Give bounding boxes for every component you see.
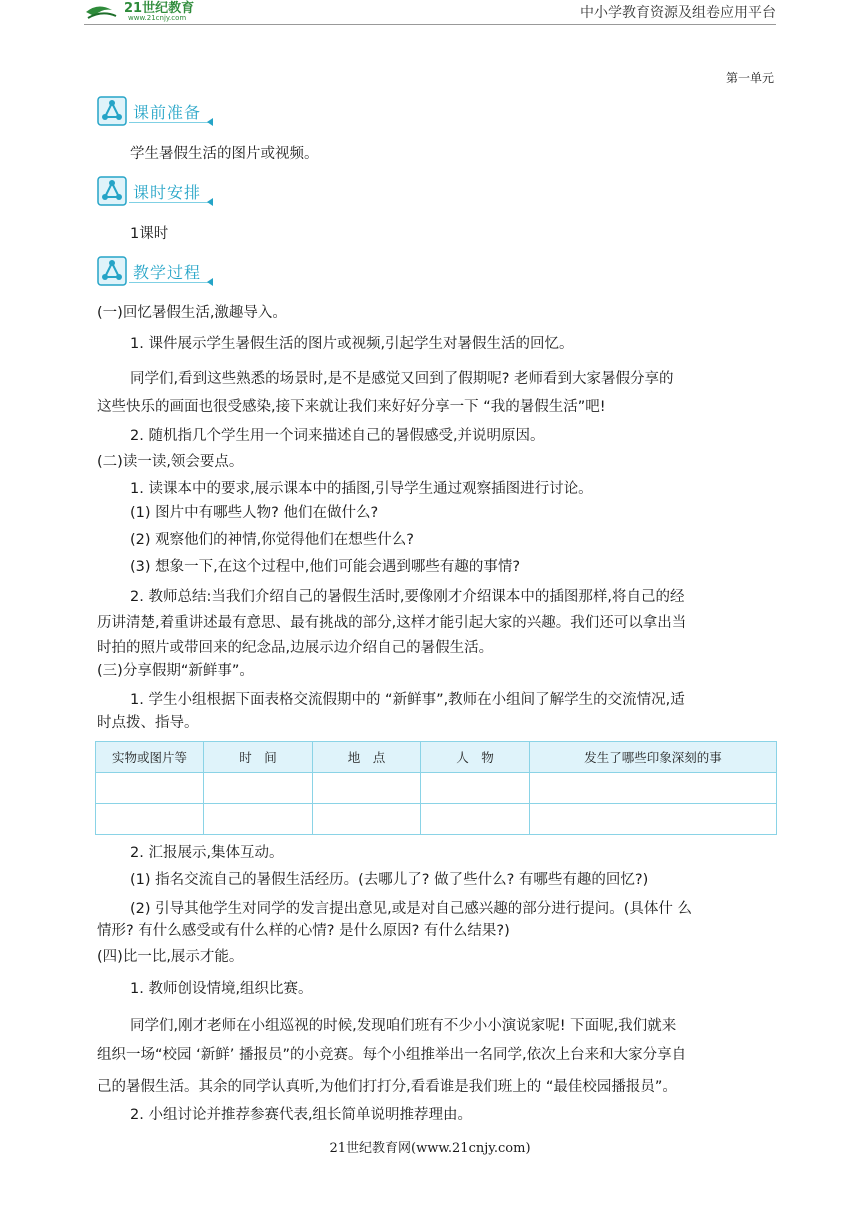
prep-text: 学生暑假生活的图片或视频。: [130, 146, 319, 162]
header-divider: [84, 24, 776, 25]
section-heading-hours: [97, 176, 227, 208]
paragraph-line: 组织一场“校园 ‘新鲜’ 播报员”的小竞赛。每个小组推举出一名同学,依次上台来和大家分享自: [97, 1047, 687, 1063]
paragraph-line: 同学们,看到这些熟悉的场景时,是不是感觉又回到了假期呢? 老师看到大家暑假分享的: [130, 371, 674, 387]
paragraph-line: 1. 学生小组根据下面表格交流假期中的 “新鲜事”,教师在小组间了解学生的交流情况,适: [130, 692, 685, 708]
paragraph-line: 1. 教师创设情境,组织比赛。: [130, 981, 313, 997]
table-header-row: [96, 742, 777, 773]
table-header-cell: 发生了哪些印象深刻的事: [530, 742, 777, 773]
table-cell: [96, 773, 204, 804]
table-header-cell: 人 物: [421, 742, 530, 773]
section-heading-process: [97, 256, 227, 288]
paragraph-line: 己的暑假生活。其余的同学认真听,为他们打打分,看看谁是我们班上的 “最佳校园播报员”。: [97, 1079, 677, 1095]
table-cell: [530, 804, 777, 835]
paragraph-line: 1. 读课本中的要求,展示课本中的插图,引导学生通过观察插图进行讨论。: [130, 481, 593, 497]
molecule-icon: [97, 256, 127, 286]
table-row: [96, 804, 777, 835]
paragraph-line: (1) 指名交流自己的暑假生活经历。(去哪儿了? 做了些什么? 有哪些有趣的回忆?): [130, 872, 649, 888]
paragraph-line: 时点拨、指导。: [97, 715, 199, 731]
table-cell: [204, 773, 313, 804]
table-cell: [421, 773, 530, 804]
heading-part-2: (二)读一读,领会要点。: [97, 454, 244, 470]
heading-part-3: (三)分享假期“新鲜事”。: [97, 663, 254, 679]
section-title: 课时安排: [133, 183, 202, 202]
section-title: 课前准备: [133, 103, 202, 122]
heading-part-1: (一)回忆暑假生活,激趣导入。: [97, 305, 287, 321]
paragraph-line: 历讲清楚,着重讲述最有意思、最有挑战的部分,这样才能引起大家的兴趣。我们还可以拿出当: [97, 615, 687, 631]
molecule-icon: [97, 96, 127, 126]
paragraph-line: 2. 汇报展示,集体互动。: [130, 845, 284, 861]
table-header-cell: 时 间: [204, 742, 313, 773]
table-cell: [204, 804, 313, 835]
logo: [84, 0, 244, 22]
table-row: [96, 773, 777, 804]
table-header-cell: 地 点: [313, 742, 421, 773]
paragraph-line: (3) 想象一下,在这个过程中,他们可能会遇到哪些有趣的事情?: [130, 559, 521, 575]
table-header-cell: 实物或图片等: [96, 742, 204, 773]
news-table: [95, 741, 777, 835]
table-cell: [313, 804, 421, 835]
paragraph-line: 2. 教师总结:当我们介绍自己的暑假生活时,要像刚才介绍课本中的插图那样,将自己的经: [130, 589, 685, 605]
paragraph-line: (2) 观察他们的神情,你觉得他们在想些什么?: [130, 532, 414, 548]
paragraph-line: 同学们,刚才老师在小组巡视的时候,发现咱们班有不少小小演说家呢! 下面呢,我们就来: [130, 1018, 677, 1034]
svg-text:21世纪教育: 21世纪教育: [124, 1, 195, 16]
footer: 21世纪教育网(www.21cnjy.com): [329, 1141, 531, 1156]
paragraph-line: (2) 引导其他学生对同学的发言提出意见,或是对自己感兴趣的部分进行提问。(具体什 么: [130, 901, 693, 917]
paragraph-line: 2. 小组讨论并推荐参赛代表,组长简单说明推荐理由。: [130, 1107, 473, 1123]
paragraph-line: 2. 随机指几个学生用一个词来描述自己的暑假感受,并说明原因。: [130, 428, 545, 444]
table-cell: [313, 773, 421, 804]
molecule-icon: [97, 176, 127, 206]
heading-part-4: (四)比一比,展示才能。: [97, 949, 244, 965]
unit-label: 第一单元: [725, 71, 774, 85]
paragraph-line: (1) 图片中有哪些人物? 他们在做什么?: [130, 505, 379, 521]
paragraph-line: 情形? 有什么感受或有什么样的心情? 是什么原因? 有什么结果?): [97, 923, 510, 939]
platform-name: 中小学教育资源及组卷应用平台: [580, 5, 776, 21]
section-title: 教学过程: [133, 263, 202, 282]
table-cell: [96, 804, 204, 835]
table-cell: [530, 773, 777, 804]
paragraph-line: 1. 课件展示学生暑假生活的图片或视频,引起学生对暑假生活的回忆。: [130, 336, 574, 352]
paragraph-line: 这些快乐的画面也很受感染,接下来就让我们来好好分享一下 “我的暑假生活”吧!: [97, 399, 606, 415]
hours-text: 1课时: [130, 226, 169, 242]
section-heading-prep: [97, 96, 227, 128]
paragraph-line: 时拍的照片或带回来的纪念品,边展示边介绍自己的暑假生活。: [97, 640, 494, 656]
svg-text:www.21cnjy.com: www.21cnjy.com: [128, 14, 187, 22]
table-cell: [421, 804, 530, 835]
